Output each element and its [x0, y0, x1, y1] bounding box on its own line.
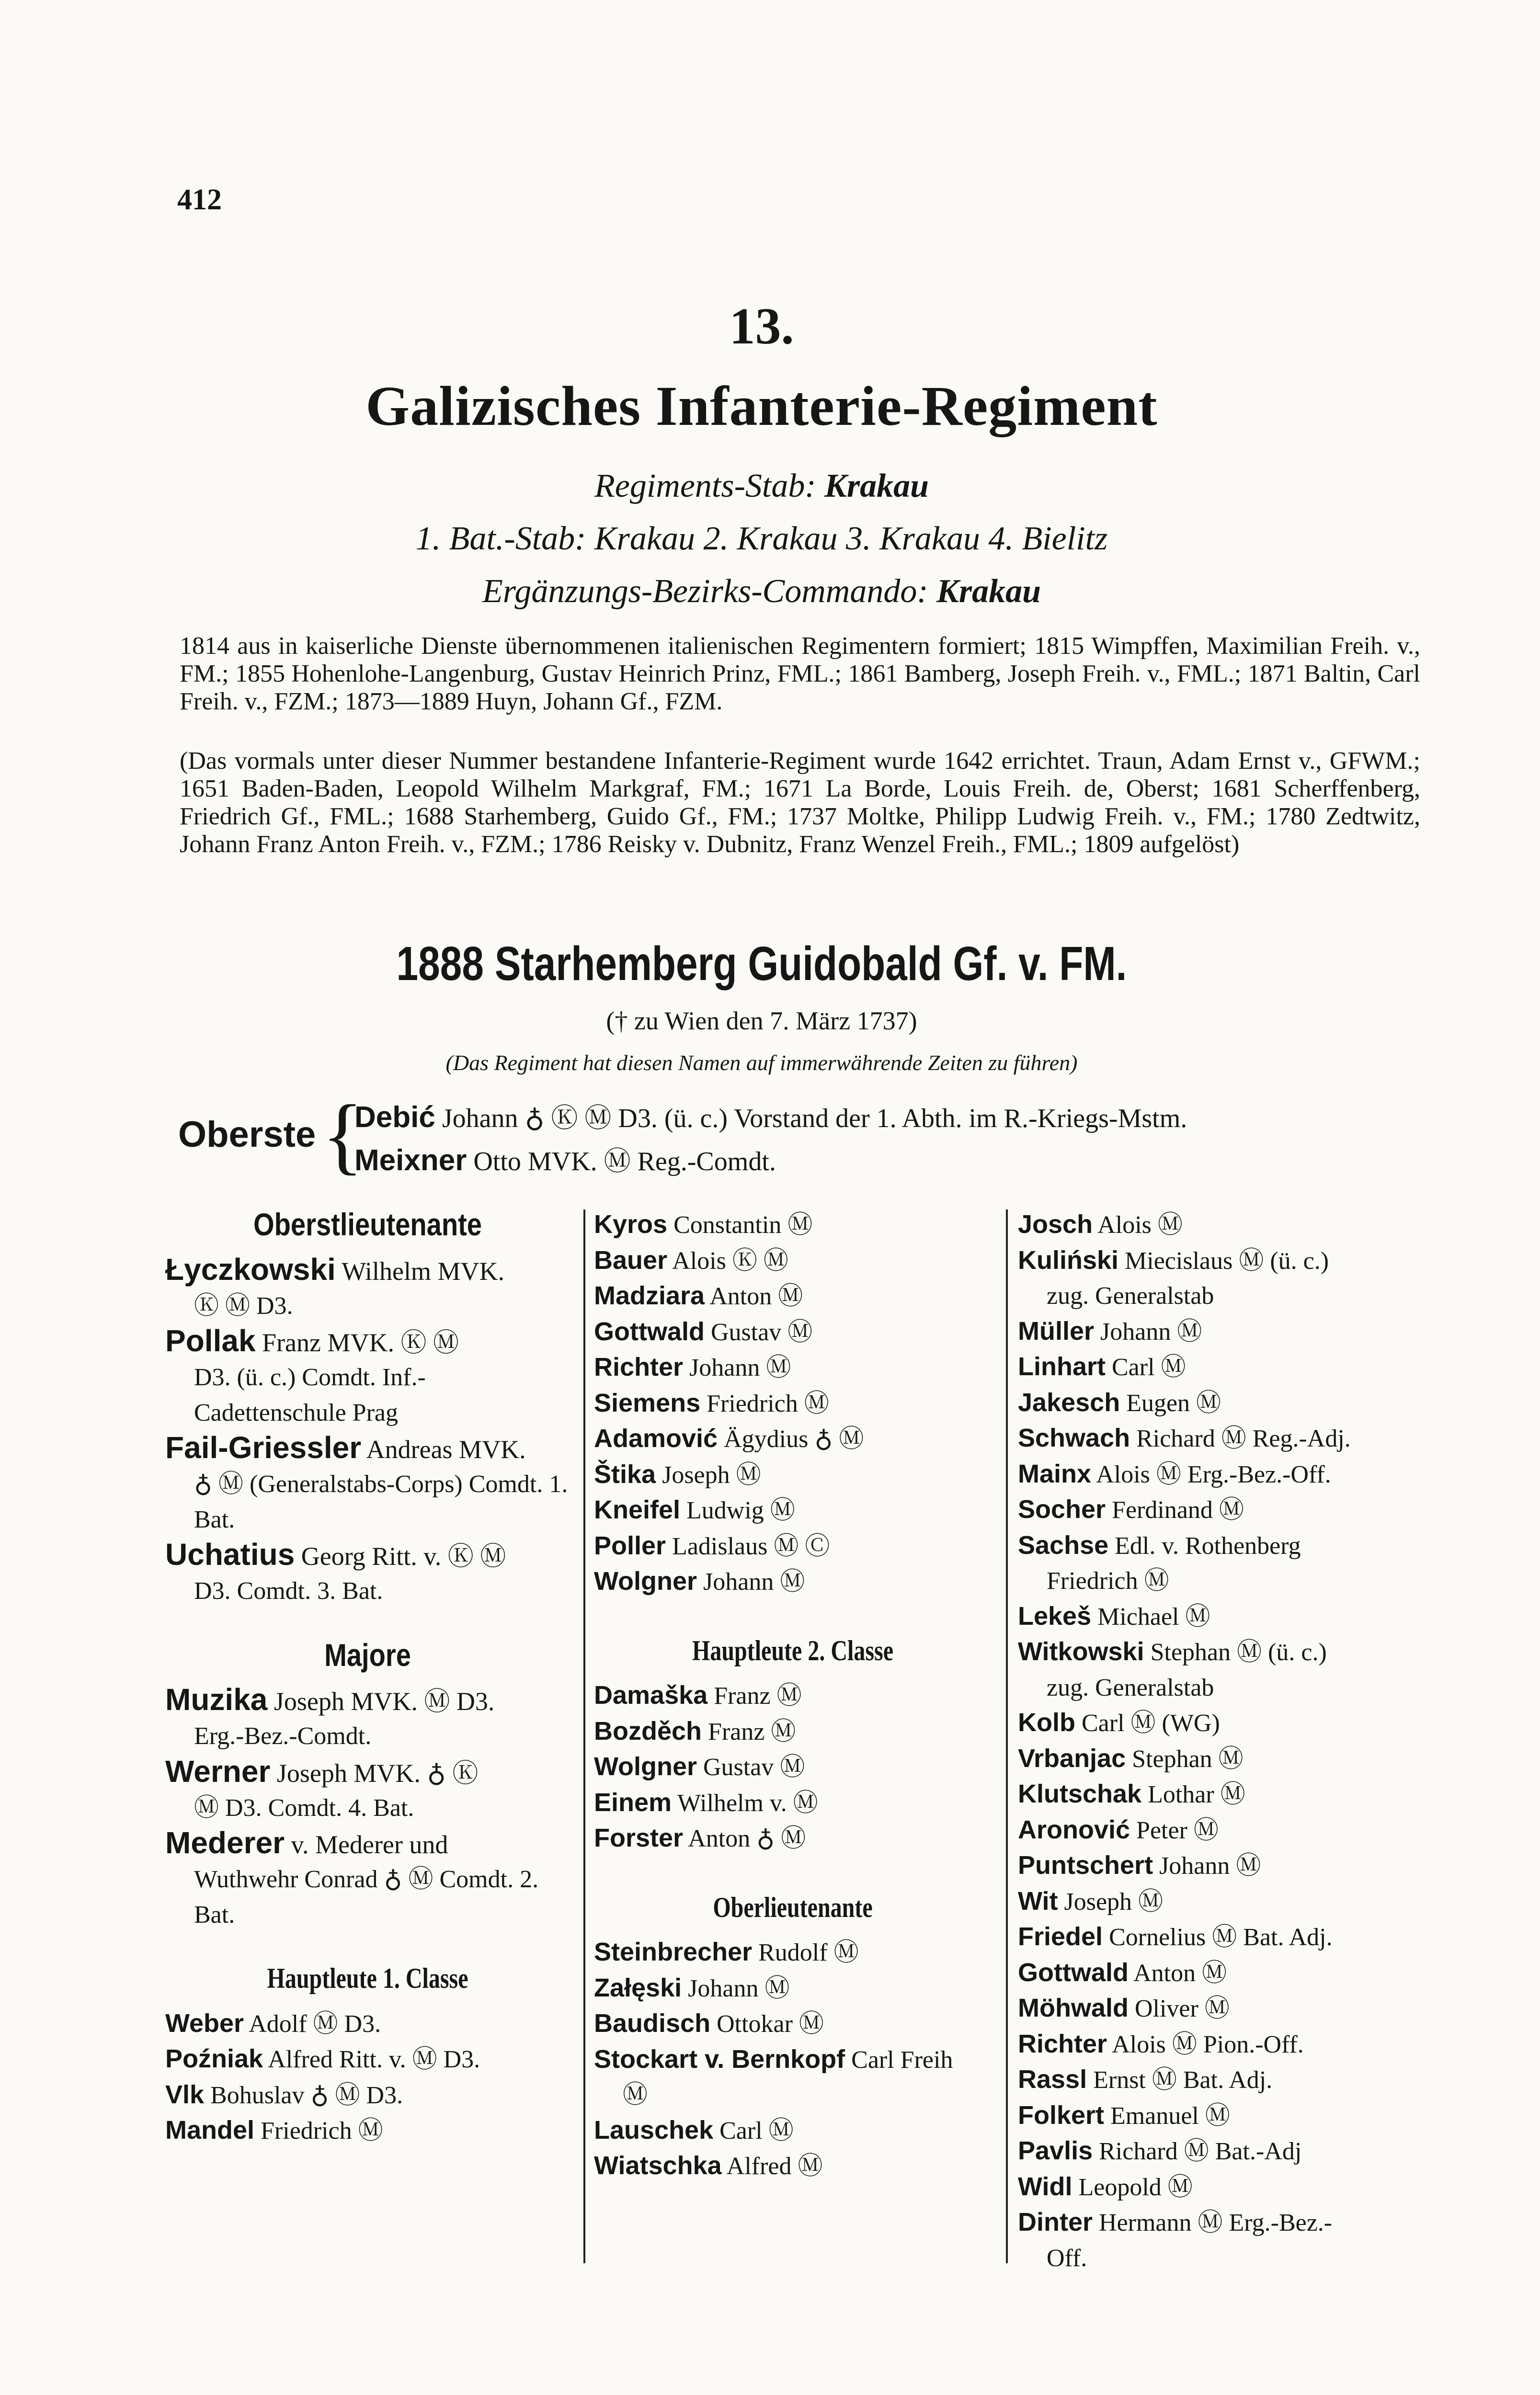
entry-details: Carl Freih — [851, 2046, 953, 2074]
entry-name: Łyczkowski — [165, 1252, 336, 1287]
roster-entry — [165, 2113, 570, 2149]
roster-entry — [1018, 1777, 1425, 1813]
entry-name: Richter — [1018, 2029, 1107, 2058]
roster-entry — [594, 1278, 992, 1314]
entry-name: Poller — [594, 1531, 666, 1560]
entry-name: Jakesch — [1018, 1388, 1120, 1417]
entry-details: Carl Ⓜ (WG) — [1081, 1710, 1220, 1737]
roster-entry — [1018, 2027, 1425, 2063]
roster-entry — [594, 1350, 992, 1386]
section-heading: Oberlieutenante — [713, 1891, 873, 1923]
roster-entry — [594, 2113, 992, 2149]
entry-details: Ottokar Ⓜ — [717, 2010, 824, 2038]
roster-entry — [1018, 1848, 1425, 1884]
entry-name: Werner — [165, 1754, 271, 1789]
ergaenzung-label: Ergänzungs-Bezirks-Commando: — [482, 573, 928, 610]
entry-details: Emanuel Ⓜ — [1110, 2102, 1230, 2130]
history-paragraph — [180, 632, 1420, 716]
entry-name: Baudisch — [594, 2009, 711, 2038]
column-1 — [165, 1207, 570, 2149]
entry-name: Stockart v. Bernkopf — [594, 2044, 845, 2074]
entry-details: Andreas MVK. — [366, 1435, 526, 1464]
entry-name: Josch — [1018, 1210, 1093, 1239]
entry-name: Müller — [1018, 1316, 1095, 1346]
entry-name: Weber — [165, 2008, 244, 2038]
roster-entry — [1018, 1741, 1425, 1777]
entry-continuation: ♁ Ⓜ (Generalstabs-Corps) Comdt. 1. Bat. — [194, 1471, 568, 1533]
entry-details: Michael Ⓜ — [1097, 1603, 1210, 1631]
entry-details: Joseph MVK. Ⓜ D3. — [274, 1687, 495, 1716]
roster-entry — [1018, 1349, 1425, 1385]
entry-continuation: D3. (ü. c.) Comdt. Inf.-Cadettenschule Prag — [194, 1364, 426, 1426]
entry-continuation: Ⓜ D3. Comdt. 4. Bat. — [194, 1794, 414, 1822]
roster-entry — [1018, 2169, 1425, 2205]
entry-details: Franz MVK. Ⓚ Ⓜ — [262, 1328, 459, 1357]
entry-name: Lauschek — [594, 2115, 714, 2144]
entry-name: Linhart — [1018, 1352, 1106, 1381]
entry-details: Anton Ⓜ — [1133, 1959, 1227, 1987]
roster-entry — [1018, 1528, 1425, 1564]
oberste-label: Oberste — [178, 1114, 316, 1155]
entry-details: Ladislaus Ⓜ Ⓒ — [672, 1532, 830, 1560]
entry-continuation: zug. Generalstab — [1047, 1282, 1214, 1310]
entry-details: Edl. v. Rothenberg — [1115, 1532, 1301, 1560]
roster-entry — [1018, 2062, 1425, 2098]
entry-details: Franz Ⓜ — [714, 1682, 802, 1710]
column-divider — [1006, 1209, 1008, 2263]
entry-name: Pavlis — [1018, 2136, 1093, 2165]
entry-name: Fail-Griessler — [165, 1430, 362, 1465]
roster-entry — [1018, 1385, 1425, 1421]
entry-name: Mainx — [1018, 1459, 1092, 1488]
entry-continuation: D3. Comdt. 3. Bat. — [194, 1577, 383, 1605]
entry-details: Anton ♁ Ⓜ — [688, 1825, 806, 1852]
former-regiment-paragraph — [180, 747, 1420, 858]
roster-entry — [594, 1714, 992, 1750]
roster-entry — [1018, 1421, 1425, 1457]
roster-entry — [594, 1785, 992, 1821]
entry-name: Möhwald — [1018, 1994, 1129, 2022]
oberst-entry — [354, 1097, 1187, 1135]
roster-entry — [165, 2041, 570, 2077]
stab-label: Regiments-Stab: — [594, 468, 816, 504]
entry-name: Folkert — [1018, 2100, 1105, 2130]
roster-entry — [594, 1386, 992, 1422]
entry-details: Gustav Ⓜ — [710, 1318, 813, 1346]
entry-details: Bohuslav ♁ Ⓜ D3. — [210, 2081, 403, 2109]
roster-entry — [594, 1243, 992, 1279]
entry-name: Bauer — [594, 1245, 668, 1275]
ergaenzungs-commando — [115, 572, 1408, 611]
roster-entry — [1018, 1314, 1425, 1350]
roster-entry — [594, 2006, 992, 2042]
entry-continuation: Wuthwehr Conrad ♁ Ⓜ Comdt. 2. Bat. — [194, 1866, 539, 1928]
inhaber-heading: 1888 Starhemberg Guidobald Gf. v. FM. — [396, 937, 1127, 991]
entry-details: Wilhelm MVK. — [342, 1256, 505, 1286]
roster-entry — [1018, 1955, 1425, 1991]
roster-entry — [165, 1430, 570, 1467]
roster-entry — [165, 2077, 570, 2113]
column-2 — [594, 1207, 992, 2184]
entry-details: Carl Ⓜ — [719, 2117, 794, 2144]
roster-entry — [594, 1564, 992, 1600]
entry-name: Richter — [594, 1353, 684, 1381]
entry-details: Johann Ⓜ — [689, 1354, 791, 1381]
roster-entry — [165, 2006, 570, 2042]
roster-entry — [165, 1754, 570, 1791]
roster-entry — [1018, 2205, 1425, 2241]
entry-name: Gottwald — [1018, 1958, 1129, 1987]
entry-details: Johann ♁ Ⓚ Ⓜ D3. (ü. c.) Vorstand der 1. Abth. im R.-Kriegs-Mstm. — [442, 1104, 1187, 1133]
entry-details: Stephan Ⓜ (ü. c.) — [1150, 1639, 1327, 1666]
entry-continuation: Erg.-Bez.-Comdt. — [194, 1722, 372, 1750]
roster-entry — [594, 2042, 992, 2078]
entry-details: Johann Ⓜ — [688, 1974, 790, 2002]
entry-name: Debić — [354, 1101, 435, 1134]
column-3 — [1018, 1207, 1425, 2276]
roster-entry — [594, 1421, 992, 1457]
roster-entry — [1018, 1919, 1425, 1955]
roster-entry — [1018, 2098, 1425, 2134]
entry-details: Franz Ⓜ — [708, 1718, 796, 1745]
roster-entry — [594, 1749, 992, 1785]
entry-details: Alois Ⓜ — [1097, 1211, 1183, 1239]
entry-details: Richard Ⓜ Bat.-Adj — [1099, 2138, 1302, 2165]
entry-name: Kneifel — [594, 1495, 681, 1524]
entry-name: Vlk — [165, 2080, 205, 2109]
roster-entry — [1018, 1705, 1425, 1741]
entry-details: Richard Ⓜ Reg.-Adj. — [1136, 1425, 1351, 1452]
stab-place: Krakau — [824, 468, 929, 504]
entry-name: Wolgner — [594, 1567, 697, 1596]
entry-continuation: Friedrich Ⓜ — [1047, 1567, 1169, 1595]
entry-name: Wit — [1018, 1886, 1058, 1916]
entry-details: Friedrich Ⓜ — [261, 2117, 383, 2144]
entry-name: Poźniak — [165, 2044, 263, 2073]
entry-details: Stephan Ⓜ — [1132, 1745, 1243, 1773]
roster-entry — [594, 1528, 992, 1564]
entry-details: Constantin Ⓜ — [673, 1211, 813, 1239]
entry-name: Rassl — [1018, 2065, 1087, 2094]
entry-name: Vrbanjac — [1018, 1744, 1126, 1773]
former-history-text: (Das vormals unter dieser Nummer bestandene Infanterie-Regiment wurde 1642 errichtet. Traun, Adam Ernst v., GFWM.; 1651 Baden-Baden, Leopold Wilhelm Markgraf, FM.; 1671 La Borde, Louis Freih. de, Oberst; 1681 Scherffenberg, Friedrich Gf., FML.; 1688 Starhemberg, Guido Gf., FM.; 1737 Moltke, Philipp Ludwig Freih. v., FM.; 1780 Zedtwitz, Johann Franz Anton Freih. v., FZM.; 1786 Reisky v. Dubnitz, Franz Wenzel Freih., FML.; 1809 aufgelöst) — [180, 747, 1420, 858]
entry-name: Klutschak — [1018, 1779, 1142, 1808]
entry-details: Miecislaus Ⓜ (ü. c.) — [1125, 1247, 1329, 1275]
entry-name: Puntschert — [1018, 1851, 1153, 1880]
name-note: (Das Regiment hat diesen Namen auf immerwährende Zeiten zu führen) — [445, 1050, 1078, 1075]
entry-continuation: Ⓚ Ⓜ D3. — [194, 1292, 293, 1320]
roster-entry — [594, 1821, 992, 1857]
roster-entry — [594, 1457, 992, 1493]
roster-entry — [1018, 1991, 1425, 2027]
roster-entry — [165, 1682, 570, 1719]
ergaenzung-place: Krakau — [936, 573, 1041, 610]
section-heading: Hauptleute 1. Classe — [267, 1962, 468, 1994]
entry-details: Lothar Ⓜ — [1148, 1781, 1245, 1808]
regiment-number: 13. — [729, 298, 794, 355]
roster-entry — [1018, 1813, 1425, 1848]
roster-entry — [594, 1314, 992, 1350]
roster-entry — [594, 1935, 992, 1971]
entry-name: Siemens — [594, 1388, 701, 1417]
entry-name: Friedel — [1018, 1922, 1103, 1951]
brace-icon: { — [322, 1087, 364, 1183]
entry-details: Wilhelm v. Ⓜ — [677, 1789, 818, 1817]
roster-entry — [1018, 1884, 1425, 1920]
roster-entry — [594, 1493, 992, 1528]
roster-entry — [594, 1678, 992, 1714]
section-heading: Oberstlieutenante — [253, 1207, 482, 1242]
death-note: († zu Wien den 7. März 1737) — [606, 1006, 917, 1035]
entry-details: Joseph Ⓜ — [662, 1461, 761, 1489]
oberst-entry — [354, 1140, 776, 1178]
roster-entry — [1018, 1457, 1425, 1493]
entry-name: Wolgner — [594, 1752, 697, 1781]
roster-entry — [165, 1825, 570, 1862]
entry-details: v. Mederer und — [291, 1830, 448, 1859]
section-heading: Hauptleute 2. Classe — [692, 1634, 893, 1666]
entry-name: Kyros — [594, 1210, 668, 1239]
entry-details: Alfred Ritt. v. Ⓜ D3. — [268, 2046, 480, 2073]
entry-name: Mandel — [165, 2116, 255, 2144]
entry-details: Ägydius ♁ Ⓜ — [724, 1426, 864, 1453]
entry-details: Friedrich Ⓜ — [707, 1390, 829, 1417]
entry-name: Madziara — [594, 1281, 705, 1310]
entry-details: Peter Ⓜ — [1136, 1816, 1219, 1844]
entry-name: Aronović — [1018, 1815, 1130, 1844]
roster-entry — [165, 1252, 570, 1289]
entry-details: Joseph Ⓜ — [1064, 1888, 1164, 1916]
page-title: Galizisches Infanterie-Regiment — [365, 375, 1158, 437]
regiments-stab — [115, 467, 1408, 505]
entry-continuation: Ⓜ — [623, 2081, 648, 2109]
entry-name: Widl — [1018, 2172, 1072, 2201]
history-text: 1814 aus in kaiserliche Dienste übernommenen italienischen Regimentern formiert; 1815 Wimpffen, Maximilian Freih. v., FM.; 1855 Hohenlohe-Langenburg, Gustav Heinrich Prinz, FML.; 1861 Bamberg, Joseph Freih. v., FML.; 1871 Baltin, Carl Freih. v., FZM.; 1873—1889 Huyn, Johann Gf., FZM. — [180, 632, 1420, 715]
roster-entry — [1018, 1599, 1425, 1635]
entry-details: Adolf Ⓜ D3. — [249, 2010, 381, 2038]
roster-entry — [1018, 1634, 1425, 1670]
entry-details: Georg Ritt. v. Ⓚ Ⓜ — [301, 1542, 506, 1571]
entry-name: Wiatschka — [594, 2151, 722, 2180]
entry-name: Steinbrecher — [594, 1938, 753, 1966]
roster-entry — [1018, 2133, 1425, 2169]
entry-details: Ludwig Ⓜ — [686, 1497, 795, 1524]
entry-details: Alois Ⓜ Erg.-Bez.-Off. — [1096, 1460, 1331, 1488]
entry-details: Oliver Ⓜ — [1134, 1995, 1230, 2022]
entry-details: Johann Ⓜ — [1159, 1852, 1261, 1880]
entry-details: Eugen Ⓜ — [1126, 1389, 1221, 1417]
entry-name: Kolb — [1018, 1708, 1075, 1737]
entry-name: Załęski — [594, 1973, 682, 2002]
entry-continuation: Off. — [1047, 2244, 1087, 2272]
roster-entry — [1018, 1492, 1425, 1528]
page-number: 412 — [177, 183, 222, 216]
entry-details: Ernst Ⓜ Bat. Adj. — [1093, 2066, 1273, 2094]
entry-details: Cornelius Ⓜ Bat. Adj. — [1109, 1924, 1333, 1951]
entry-name: Kuliński — [1018, 1245, 1119, 1275]
roster-entry — [594, 1207, 992, 1243]
battalion-stations: 1. Bat.-Stab: Krakau 2. Krakau 3. Krakau 4. Bielitz — [415, 520, 1108, 557]
entry-name: Meixner — [354, 1144, 467, 1177]
entry-details: Johann Ⓜ — [703, 1568, 805, 1596]
entry-details: Gustav Ⓜ — [703, 1754, 805, 1781]
roster-entry — [165, 1537, 570, 1574]
entry-details: Anton Ⓜ — [709, 1283, 803, 1310]
entry-details: Joseph MVK. ♁ Ⓚ — [276, 1758, 479, 1788]
entry-details: Otto MVK. Ⓜ Reg.-Comdt. — [473, 1147, 776, 1176]
roster-entry — [594, 1971, 992, 2007]
entry-name: Dinter — [1018, 2208, 1093, 2236]
entry-name: Mederer — [165, 1825, 285, 1860]
entry-details: Hermann Ⓜ Erg.-Bez.- — [1099, 2209, 1333, 2236]
entry-details: Alois Ⓜ Pion.-Off. — [1112, 2030, 1304, 2058]
entry-name: Pollak — [165, 1323, 256, 1358]
roster-entry — [594, 2148, 992, 2184]
entry-details: Rudolf Ⓜ — [758, 1939, 859, 1966]
entry-name: Witkowski — [1018, 1637, 1144, 1666]
entry-details: Johann Ⓜ — [1100, 1318, 1202, 1346]
entry-details: Alois Ⓚ Ⓜ — [672, 1247, 788, 1275]
entry-details: Alfred Ⓜ — [726, 2153, 823, 2180]
roster-entry — [165, 1323, 570, 1360]
roster-entry — [1018, 1243, 1425, 1279]
entry-name: Adamović — [594, 1424, 718, 1453]
entry-details: Carl Ⓜ — [1112, 1354, 1186, 1381]
entry-name: Einem — [594, 1788, 672, 1817]
entry-name: Sachse — [1018, 1530, 1109, 1560]
entry-name: Damaška — [594, 1681, 708, 1710]
entry-name: Gottwald — [594, 1317, 705, 1346]
entry-name: Uchatius — [165, 1537, 295, 1572]
entry-name: Schwach — [1018, 1424, 1130, 1452]
entry-continuation: zug. Generalstab — [1047, 1674, 1214, 1701]
entry-details: Leopold Ⓜ — [1078, 2173, 1193, 2201]
entry-name: Lekeš — [1018, 1601, 1092, 1631]
column-divider — [583, 1209, 585, 2263]
section-heading: Majore — [324, 1637, 411, 1673]
entry-details: Ferdinand Ⓜ — [1112, 1496, 1244, 1524]
roster-entry — [1018, 1207, 1425, 1243]
entry-name: Štika — [594, 1460, 656, 1489]
entry-name: Socher — [1018, 1495, 1106, 1524]
entry-name: Forster — [594, 1824, 684, 1852]
entry-name: Muzika — [165, 1682, 268, 1717]
entry-name: Bozděch — [594, 1716, 702, 1745]
